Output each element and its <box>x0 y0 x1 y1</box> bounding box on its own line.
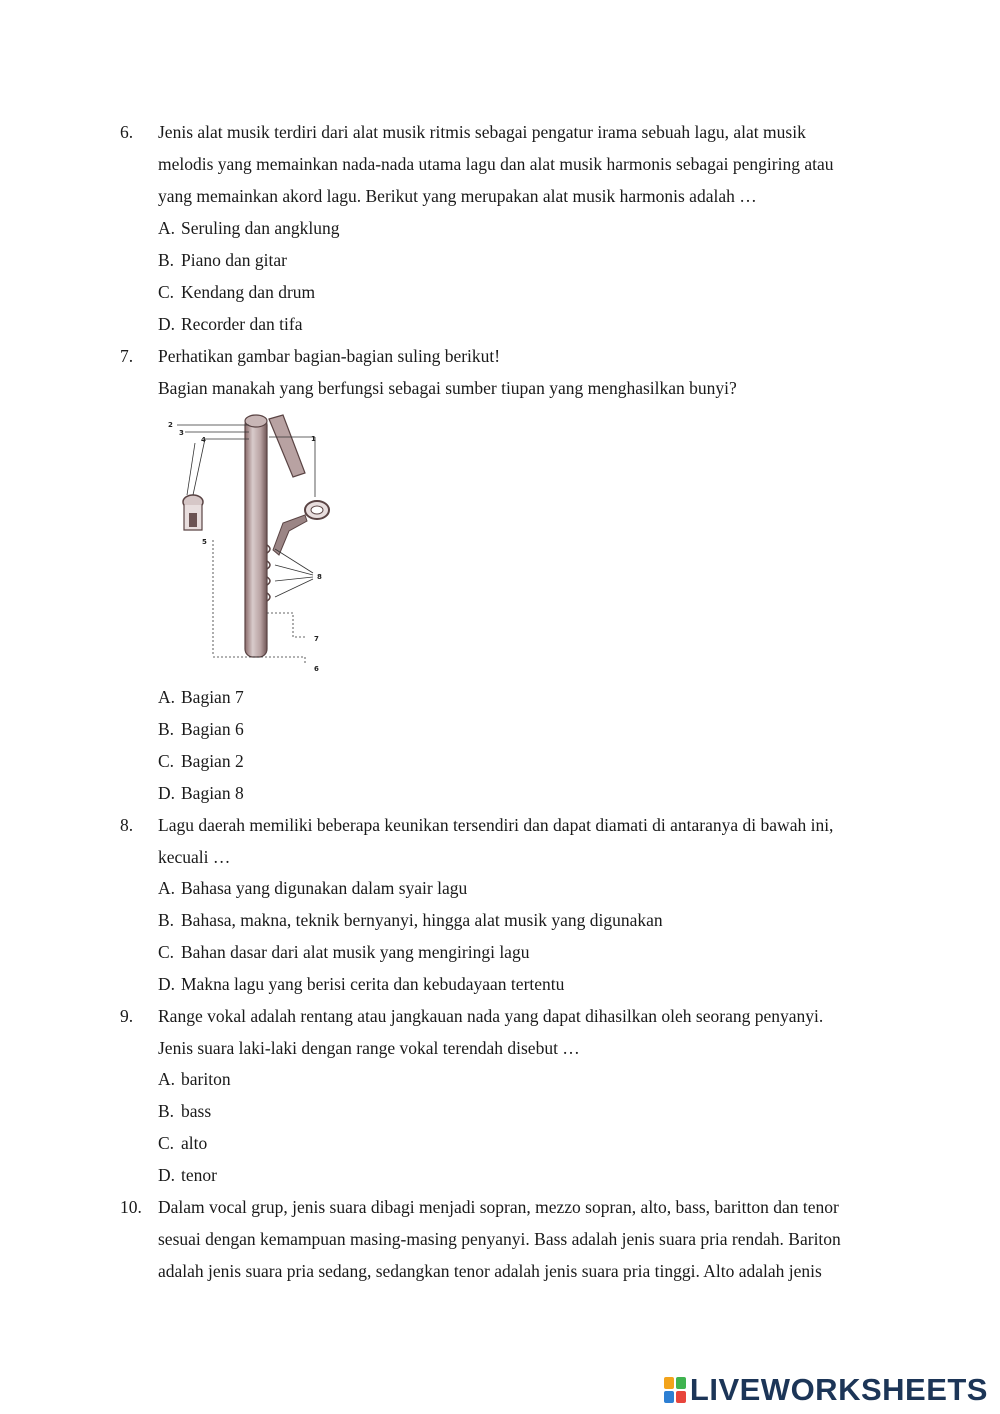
option-text: Bahasa yang digunakan dalam syair lagu <box>181 878 468 898</box>
q6-option-c[interactable] <box>158 276 315 308</box>
option-letter: D. <box>158 783 176 803</box>
question-8-text-line-1: Lagu daerah memiliki beberapa keunikan tersendiri dan dapat diamati di antaranya di bawah ini, <box>158 815 834 835</box>
q7-option-a[interactable] <box>158 681 244 713</box>
option-letter: B. <box>158 910 175 930</box>
question-10-text-line-1: Dalam vocal grup, jenis suara dibagi menjadi sopran, mezzo sopran, alto, bass, baritton dan tenor <box>158 1197 839 1217</box>
q9-option-c[interactable] <box>158 1127 207 1159</box>
option-text: Kendang dan drum <box>181 282 316 302</box>
option-letter: A. <box>158 687 176 707</box>
figure-label-6: 6 <box>314 665 319 673</box>
figure-label-1: 1 <box>311 435 316 443</box>
figure-label-8: 8 <box>317 573 322 581</box>
liveworksheets-logo[interactable] <box>664 1370 988 1410</box>
option-text: bariton <box>181 1069 231 1089</box>
q6-option-a[interactable] <box>158 212 339 244</box>
q9-option-a[interactable] <box>158 1063 231 1095</box>
figure-label-3: 3 <box>179 429 184 437</box>
question-6-text-line-3: yang memainkan akord lagu. Berikut yang merupakan alat musik harmonis adalah … <box>158 186 757 206</box>
q7-option-b[interactable] <box>158 713 244 745</box>
q8-option-c[interactable] <box>158 936 529 968</box>
liveworksheets-logo-icon <box>664 1377 686 1403</box>
option-text: alto <box>181 1133 208 1153</box>
suling-ring-hole <box>311 506 323 514</box>
option-text: bass <box>181 1101 212 1121</box>
option-letter: A. <box>158 878 176 898</box>
leader-line-8 <box>275 577 313 581</box>
logo-square <box>664 1391 674 1403</box>
suling-detail-notch <box>189 513 197 527</box>
option-text: Bagian 6 <box>181 719 244 739</box>
figure-label-4: 4 <box>201 436 206 444</box>
suling-ring-stem <box>273 515 307 555</box>
option-letter: C. <box>158 942 175 962</box>
suling-diagram <box>165 405 335 675</box>
option-letter: A. <box>158 1069 176 1089</box>
question-10-number: 10. <box>120 1197 142 1217</box>
option-text: Bagian 7 <box>181 687 244 707</box>
leader-line-8 <box>275 549 313 573</box>
leader-line-8 <box>275 579 313 597</box>
question-9-number: 9. <box>120 1006 134 1026</box>
figure-label-2: 2 <box>168 421 173 429</box>
q8-option-d[interactable] <box>158 968 564 1000</box>
option-text: Bahasa, makna, teknik bernyanyi, hingga alat musik yang digunakan <box>181 910 663 930</box>
q8-option-a[interactable] <box>158 872 467 904</box>
option-text: tenor <box>181 1165 217 1185</box>
question-6-text-line-1: Jenis alat musik terdiri dari alat musik ritmis sebagai pengatur irama sebuah lagu, alat musik <box>158 122 806 142</box>
question-7-number: 7. <box>120 346 134 366</box>
figure-label-7: 7 <box>314 635 319 643</box>
leader-line-6 <box>213 657 305 663</box>
q7-option-c[interactable] <box>158 745 244 777</box>
question-10-text-line-2: sesuai dengan kemampuan masing-masing penyanyi. Bass adalah jenis suara pria rendah. Bariton <box>158 1229 841 1249</box>
option-text: Bahan dasar dari alat musik yang mengiringi lagu <box>181 942 530 962</box>
leader-line-7 <box>267 613 305 637</box>
logo-square <box>676 1377 686 1389</box>
leader-line-4a <box>193 439 205 495</box>
question-9-text-line-1: Range vokal adalah rentang atau jangkauan nada yang dapat dihasilkan oleh seorang penyanyi. <box>158 1006 824 1026</box>
question-6-number: 6. <box>120 122 134 142</box>
question-10-text-line-3: adalah jenis suara pria sedang, sedangkan tenor adalah jenis suara pria tinggi. Alto adalah jenis <box>158 1261 822 1281</box>
option-letter: B. <box>158 1101 175 1121</box>
option-text: Seruling dan angklung <box>181 218 340 238</box>
option-letter: C. <box>158 751 175 771</box>
option-text: Makna lagu yang berisi cerita dan kebudayaan tertentu <box>181 974 565 994</box>
option-text: Bagian 2 <box>181 751 244 771</box>
option-letter: B. <box>158 250 175 270</box>
option-text: Piano dan gitar <box>181 250 287 270</box>
q9-option-b[interactable] <box>158 1095 211 1127</box>
leader-line-3a <box>187 443 195 495</box>
option-text: Recorder dan tifa <box>181 314 303 334</box>
question-8-text-line-2: kecuali … <box>158 847 231 867</box>
q6-option-d[interactable] <box>158 308 302 340</box>
leader-line-8 <box>275 565 313 575</box>
q8-option-b[interactable] <box>158 904 663 936</box>
question-7-text-line-2: Bagian manakah yang berfungsi sebagai sumber tiupan yang menghasilkan bunyi? <box>158 378 737 398</box>
question-7-text-line-1: Perhatikan gambar bagian-bagian suling berikut! <box>158 346 501 366</box>
option-letter: D. <box>158 974 176 994</box>
option-letter: B. <box>158 719 175 739</box>
q7-option-d[interactable] <box>158 777 244 809</box>
question-9-text-line-2: Jenis suara laki-laki dengan range vokal terendah disebut … <box>158 1038 580 1058</box>
q6-option-b[interactable] <box>158 244 287 276</box>
question-6-text-line-2: melodis yang memainkan nada-nada utama lagu dan alat musik harmonis sebagai pengiring atau <box>158 154 834 174</box>
logo-square <box>664 1377 674 1389</box>
question-8-number: 8. <box>120 815 134 835</box>
option-letter: C. <box>158 1133 175 1153</box>
logo-square <box>676 1391 686 1403</box>
option-letter: D. <box>158 314 176 334</box>
option-text: Bagian 8 <box>181 783 244 803</box>
q9-option-d[interactable] <box>158 1159 217 1191</box>
option-letter: D. <box>158 1165 176 1185</box>
suling-cutaway-top <box>269 415 305 477</box>
option-letter: C. <box>158 282 175 302</box>
suling-pipe <box>245 417 267 657</box>
figure-label-5: 5 <box>202 538 207 546</box>
option-letter: A. <box>158 218 176 238</box>
liveworksheets-wordmark: LIVEWORKSHEETS <box>689 1372 988 1407</box>
